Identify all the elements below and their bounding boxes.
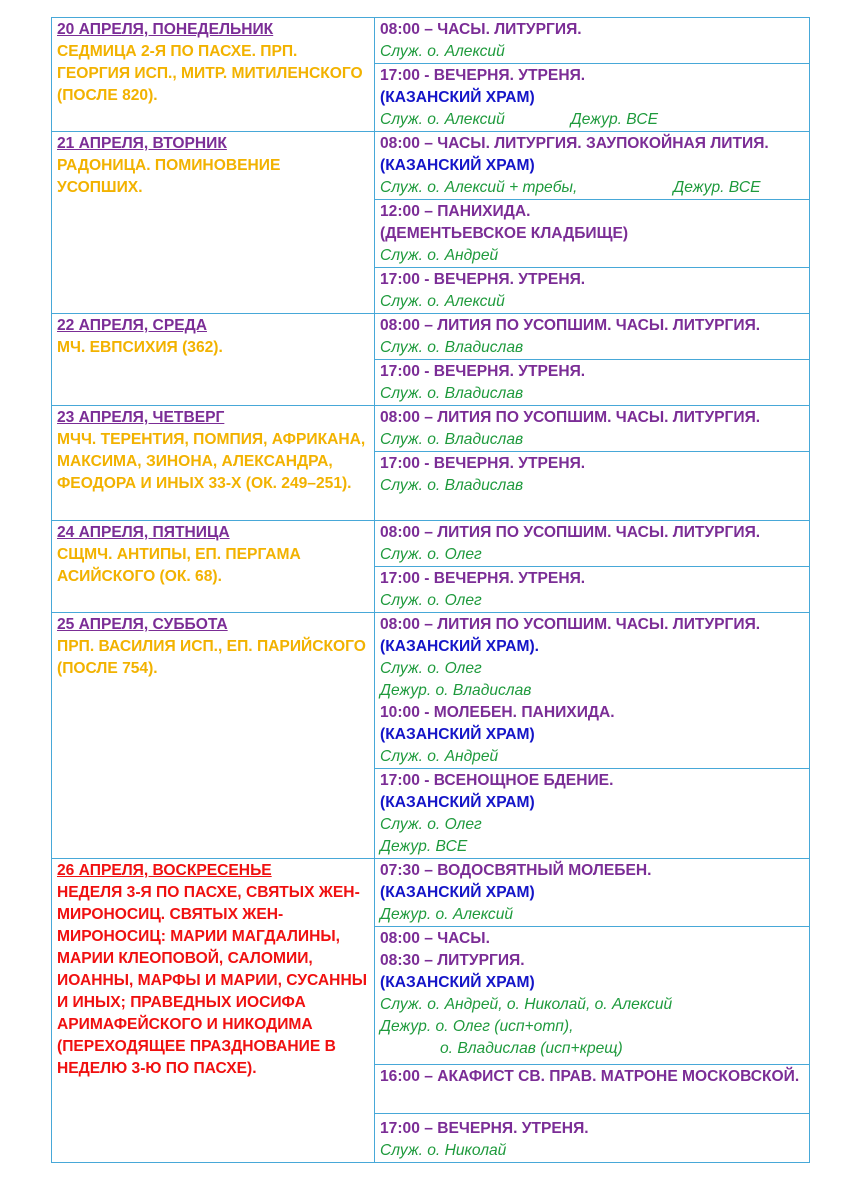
day-description: МЧЧ. ТЕРЕНТИЯ, ПОМПИЯ, АФРИКАНА, МАКСИМА, ЗИНОНА, АЛЕКСАНДРА, ФЕОДОРА И ИНЫХ 33-Х (ОК. 249–251).	[57, 431, 366, 492]
location: (КАЗАНСКИЙ ХРАМ)	[380, 794, 535, 811]
service-name: 08:00 – ЧАСЫ. ЛИТУРГИЯ.	[380, 21, 582, 38]
service-name: 08:00 – ЛИТИЯ ПО УСОПШИМ. ЧАСЫ. ЛИТУРГИЯ.	[380, 616, 761, 633]
day-description: НЕДЕЛЯ 3-Я ПО ПАСХЕ, СВЯТЫХ ЖЕН-МИРОНОСИЦ. СВЯТЫХ ЖЕН-МИРОНОСИЦ: МАРИИ МАГДАЛИНЫ, МАРИИ КЛЕОПОВОЙ, САЛОМИИ, ИОАННЫ, МАРФЫ И МАРИИ, СУСАННЫ И ИНЫХ; ПРАВЕДНЫХ ИОСИФА АРИМАФЕЙСКОГО И НИКОДИМА (ПЕРЕХОДЯЩЕЕ ПРАЗДНОВАНИЕ В НЕДЕЛЮ 3-Ю ПО ПАСХЕ).	[57, 884, 367, 1077]
service-cell	[375, 859, 810, 927]
service-cell	[375, 1114, 810, 1163]
table-row	[52, 613, 810, 769]
clergy-line	[380, 109, 804, 131]
table-row	[52, 314, 810, 360]
service-cell	[375, 452, 810, 521]
clergy: Служ. о. Алексий + требы,	[380, 179, 578, 196]
day-title: 24 АПРЕЛЯ, ПЯТНИЦА	[57, 524, 230, 541]
clergy: Служ. о. Алексий	[380, 111, 505, 128]
location: (КАЗАНСКИЙ ХРАМ).	[380, 638, 539, 655]
service-name: 08:00 – ЛИТИЯ ПО УСОПШИМ. ЧАСЫ. ЛИТУРГИЯ.	[380, 409, 761, 426]
duty: Дежур. о. Алексий	[380, 906, 514, 923]
service-cell	[375, 406, 810, 452]
clergy-line	[380, 177, 804, 199]
day-title: 20 АПРЕЛЯ, ПОНЕДЕЛЬНИК	[57, 21, 274, 38]
location: (КАЗАНСКИЙ ХРАМ)	[380, 157, 535, 174]
table-row	[52, 406, 810, 452]
service-name: 17:00 – ВЕЧЕРНЯ. УТРЕНЯ.	[380, 1120, 589, 1137]
day-description: МЧ. ЕВПСИХИЯ (362).	[57, 339, 223, 356]
service-name: 17:00 - ВЕЧЕРНЯ. УТРЕНЯ.	[380, 271, 586, 288]
clergy: Служ. о. Олег	[380, 546, 482, 563]
clergy: Служ. о. Олег	[380, 592, 482, 609]
day-title: 26 АПРЕЛЯ, ВОСКРЕСЕНЬЕ	[57, 862, 272, 879]
service-name: 10:00 - МОЛЕБЕН. ПАНИХИДА.	[380, 704, 615, 721]
day-cell	[52, 314, 375, 406]
location: (КАЗАНСКИЙ ХРАМ)	[380, 974, 535, 991]
service-name: 17:00 - ВСЕНОЩНОЕ БДЕНИЕ.	[380, 772, 614, 789]
clergy: Служ. о. Олег	[380, 816, 482, 833]
location: (КАЗАНСКИЙ ХРАМ)	[380, 89, 535, 106]
service-cell	[375, 18, 810, 64]
day-description: РАДОНИЦА. ПОМИНОВЕНИЕ УСОПШИХ.	[57, 157, 281, 196]
service-name: 17:00 - ВЕЧЕРНЯ. УТРЕНЯ.	[380, 570, 586, 587]
service-name: 08:00 – ЧАСЫ.	[380, 930, 490, 947]
service-cell	[375, 64, 810, 132]
day-description: ПРП. ВАСИЛИЯ ИСП., ЕП. ПАРИЙСКОГО (ПОСЛЕ 754).	[57, 638, 366, 677]
service-cell	[375, 521, 810, 567]
day-title: 25 АПРЕЛЯ, СУББОТА	[57, 616, 228, 633]
service-name: 08:00 – ЛИТИЯ ПО УСОПШИМ. ЧАСЫ. ЛИТУРГИЯ.	[380, 317, 761, 334]
schedule-table	[51, 17, 810, 1163]
duty: Дежур. о. Владислав	[380, 682, 532, 699]
service-cell	[375, 769, 810, 859]
day-cell	[52, 132, 375, 314]
service-name: 08:00 – ЧАСЫ. ЛИТУРГИЯ. ЗАУПОКОЙНАЯ ЛИТИЯ.	[380, 135, 769, 152]
location: (ДЕМЕНТЬЕВСКОЕ КЛАДБИЩЕ)	[380, 225, 629, 242]
table-row	[52, 859, 810, 927]
clergy: Служ. о. Андрей	[380, 247, 499, 264]
day-description: СЕДМИЦА 2-Я ПО ПАСХЕ. ПРП. ГЕОРГИЯ ИСП., МИТР. МИТИЛЕНСКОГО (ПОСЛЕ 820).	[57, 43, 363, 104]
duty: Дежур. ВСЕ	[570, 111, 659, 128]
service-name: 17:00 - ВЕЧЕРНЯ. УТРЕНЯ.	[380, 363, 586, 380]
service-cell	[375, 200, 810, 268]
day-cell	[52, 521, 375, 613]
table-row	[52, 18, 810, 64]
clergy: Служ. о. Владислав	[380, 477, 524, 494]
day-title: 21 АПРЕЛЯ, ВТОРНИК	[57, 135, 227, 152]
duty: о. Владислав (исп+крещ)	[440, 1040, 623, 1057]
duty: Дежур. ВСЕ	[380, 838, 468, 855]
service-name: 17:00 - ВЕЧЕРНЯ. УТРЕНЯ.	[380, 67, 586, 84]
service-cell	[375, 613, 810, 769]
clergy: Служ. о. Андрей	[380, 748, 499, 765]
day-title: 22 АПРЕЛЯ, СРЕДА	[57, 317, 207, 334]
location: (КАЗАНСКИЙ ХРАМ)	[380, 884, 535, 901]
service-cell	[375, 314, 810, 360]
clergy: Служ. о. Алексий	[380, 43, 505, 60]
service-cell	[375, 1065, 810, 1114]
service-cell	[375, 132, 810, 200]
table-row	[52, 132, 810, 200]
service-name: 16:00 – АКАФИСТ СВ. ПРАВ. МАТРОНЕ МОСКОВСКОЙ.	[380, 1068, 800, 1085]
table-row	[52, 521, 810, 567]
service-name: 08:30 – ЛИТУРГИЯ.	[380, 952, 525, 969]
clergy: Служ. о. Владислав	[380, 385, 524, 402]
clergy: Служ. о. Владислав	[380, 339, 524, 356]
location: (КАЗАНСКИЙ ХРАМ)	[380, 726, 535, 743]
service-name: 17:00 - ВЕЧЕРНЯ. УТРЕНЯ.	[380, 455, 586, 472]
duty: Дежур. ВСЕ	[673, 179, 761, 196]
service-cell	[375, 567, 810, 613]
clergy: Служ. о. Алексий	[380, 293, 505, 310]
service-name: 12:00 – ПАНИХИДА.	[380, 203, 531, 220]
service-name: 07:30 – ВОДОСВЯТНЫЙ МОЛЕБЕН.	[380, 862, 652, 879]
clergy: Служ. о. Владислав	[380, 431, 524, 448]
service-cell	[375, 268, 810, 314]
service-cell	[375, 360, 810, 406]
clergy: Служ. о. Николай	[380, 1142, 507, 1159]
clergy: Служ. о. Олег	[380, 660, 482, 677]
service-cell	[375, 927, 810, 1065]
day-cell	[52, 859, 375, 1163]
day-cell	[52, 18, 375, 132]
day-cell	[52, 613, 375, 859]
day-cell	[52, 406, 375, 521]
day-title: 23 АПРЕЛЯ, ЧЕТВЕРГ	[57, 409, 225, 426]
day-description: СЩМЧ. АНТИПЫ, ЕП. ПЕРГАМА АСИЙСКОГО (ОК. 68).	[57, 546, 301, 585]
duty: Дежур. о. Олег (исп+отп),	[380, 1018, 574, 1035]
service-name: 08:00 – ЛИТИЯ ПО УСОПШИМ. ЧАСЫ. ЛИТУРГИЯ.	[380, 524, 761, 541]
clergy: Служ. о. Андрей, о. Николай, о. Алексий	[380, 996, 673, 1013]
